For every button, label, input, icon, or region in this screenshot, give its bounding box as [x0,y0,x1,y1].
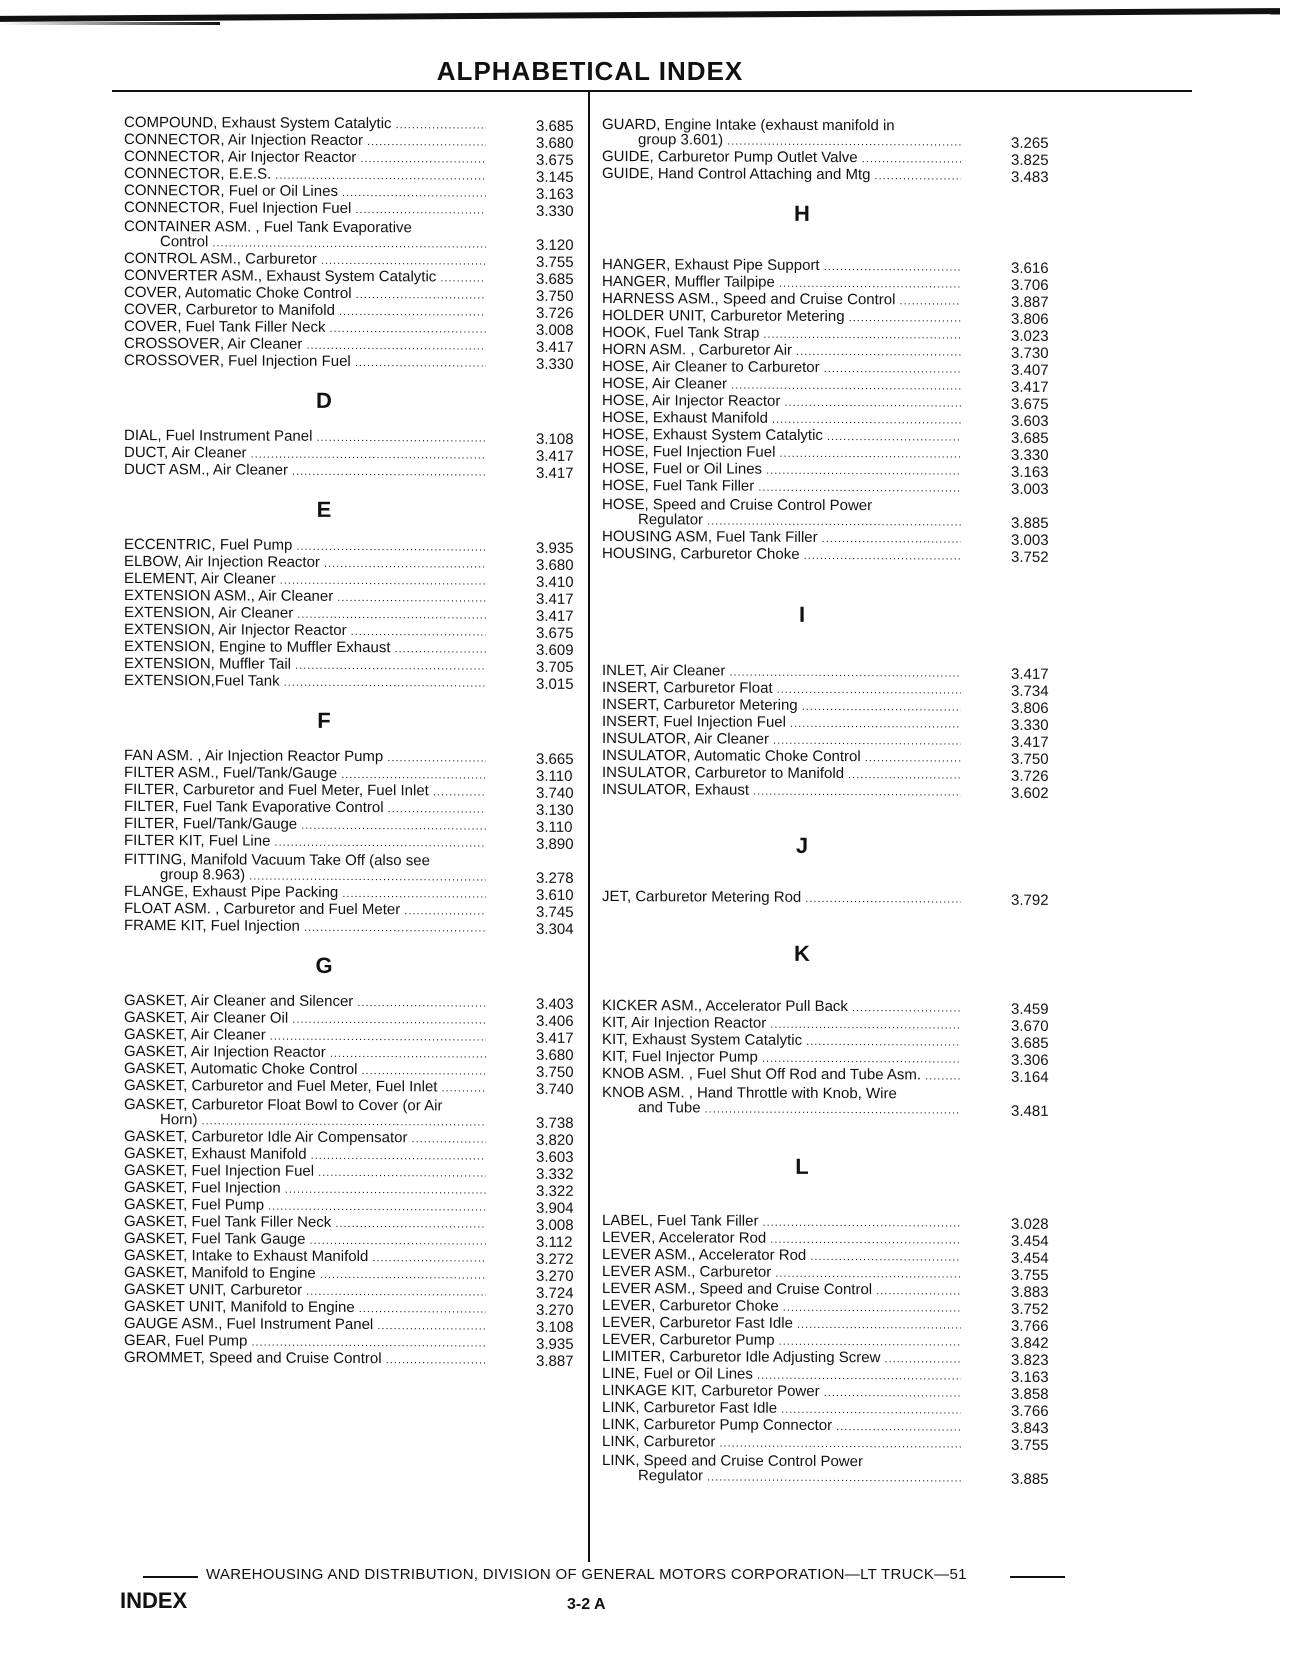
index-entry [602,1469,1059,1488]
entry-number: 3.935 [536,539,574,557]
entry-text: HOSE, Exhaust Manifold ..... [602,409,961,430]
footer-page-number: 3-2 A [567,1596,606,1613]
entry-text: FILTER KIT, Fuel Line ..... [124,832,486,853]
entry-text: LINK, Carburetor Fast Idle ..... [602,1399,961,1420]
entry-number: 3.858 [1011,1385,1049,1403]
entry-number: 3.935 [536,1335,574,1353]
entry-text: COMPOUND, Exhaust System Catalytic ..... [124,114,486,135]
entry-text: HOSE, Air Injector Reactor ..... [602,392,961,413]
entry-number: 3.883 [1011,1283,1049,1301]
entry-number: 3.820 [536,1131,574,1149]
section-g [124,991,584,1370]
entry-text: CONNECTOR, Fuel Injection Fuel ..... [124,199,486,220]
section-k [602,999,1059,1120]
entry-number: 3.332 [536,1165,574,1183]
footer-rule-left [143,1576,198,1578]
entry-number: 3.670 [1011,1017,1049,1035]
entry-number: 3.685 [1011,429,1049,447]
footer-rule-right [1010,1576,1065,1578]
entry-number: 3.755 [1011,1266,1049,1284]
entry-number: 3.163 [1011,463,1049,481]
entry-text: CONNECTOR, Fuel or Oil Lines ..... [124,182,486,203]
entry-text: KIT, Fuel Injector Pump ..... [602,1048,961,1069]
entry-text: LINKAGE KIT, Carburetor Power ..... [602,1382,961,1403]
entry-text: CONNECTOR, E.E.S. ..... [124,165,486,186]
top-rule [0,8,1280,22]
entry-number: 3.454 [1011,1249,1049,1267]
entry-text: HORN ASM. , Carburetor Air ..... [602,341,961,362]
entry-number: 3.680 [536,134,574,152]
entry-number: 3.023 [1011,327,1049,345]
entry-text: KNOB ASM. , Hand Throttle with Knob, Wire [602,1084,897,1103]
entry-number: 3.265 [1011,134,1049,152]
top-rule-taper [0,22,220,25]
entry-text: Control ..... [124,233,486,254]
entry-number: 3.410 [536,573,574,591]
entry-number: 3.843 [1011,1419,1049,1437]
entry-number: 3.417 [1011,733,1049,751]
entry-text: FILTER, Fuel Tank Evaporative Control ..... [124,798,486,819]
entry-text: GASKET, Fuel Injection Fuel ..... [124,1162,486,1183]
entry-text: HOUSING, Carburetor Choke ..... [602,545,961,566]
entry-text: ECCENTRIC, Fuel Pump ..... [124,536,486,557]
entry-text: GASKET, Manifold to Engine ..... [124,1264,486,1285]
entry-text: HOSE, Fuel Tank Filler ..... [602,477,961,498]
entry-number: 3.163 [1011,1368,1049,1386]
entry-text: GASKET, Fuel Pump ..... [124,1196,486,1217]
entry-text: EXTENSION,Fuel Tank ..... [124,672,486,693]
entry-text: Regulator ..... [602,511,961,532]
entry-number: 3.609 [536,641,574,659]
entry-number: 3.842 [1011,1334,1049,1352]
entry-text: CONNECTOR, Air Injection Reactor ..... [124,131,486,152]
entry-text: CONVERTER ASM., Exhaust System Catalytic ..... [124,267,486,288]
entry-text: GASKET, Air Injection Reactor ..... [124,1043,486,1064]
entry-text: KIT, Air Injection Reactor ..... [602,1014,961,1035]
entry-text: COVER, Carburetor to Manifold ..... [124,301,486,322]
entry-text: FLANGE, Exhaust Pipe Packing ..... [124,883,486,904]
entry-number: 3.270 [536,1301,574,1319]
entry-number: 3.481 [1011,1102,1049,1120]
entry-text: KICKER ASM., Accelerator Pull Back ..... [602,997,961,1018]
index-entry [602,547,1059,566]
entry-text: INSULATOR, Carburetor to Manifold ..... [602,764,961,785]
entry-number: 3.322 [536,1182,574,1200]
index-entry [602,783,1059,802]
entry-number: 3.407 [1011,361,1049,379]
entry-text: FILTER, Carburetor and Fuel Meter, Fuel Inlet ..... [124,781,486,802]
index-entry [602,167,1059,186]
entry-text: FILTER, Fuel/Tank/Gauge ..... [124,815,486,836]
entry-number: 3.890 [536,835,574,853]
entry-text: GASKET UNIT, Manifold to Engine ..... [124,1298,486,1319]
entry-text: EXTENSION ASM., Air Cleaner ..... [124,587,486,608]
entry-text: LEVER, Accelerator Rod ..... [602,1229,961,1250]
index-entry [124,916,584,938]
index-entry [124,1076,584,1098]
entry-number: 3.403 [536,995,574,1013]
entry-number: 3.730 [1011,344,1049,362]
title-rule [112,90,1192,92]
entry-text: GASKET, Fuel Tank Filler Neck ..... [124,1213,486,1234]
entry-text: and Tube ..... [602,1099,961,1120]
entry-text: GASKET, Fuel Tank Gauge ..... [124,1230,486,1251]
entry-number: 3.680 [536,1046,574,1064]
entry-text: group 3.601) ..... [602,131,961,152]
entry-number: 3.904 [536,1199,574,1217]
section-letter: G [315,952,333,978]
footer-section: INDEX [120,1588,188,1613]
entry-number: 3.685 [536,270,574,288]
entry-number: 3.003 [1011,480,1049,498]
entry-number: 3.750 [1011,750,1049,768]
entry-number: 3.108 [536,430,574,448]
index-entry [124,460,584,482]
section-g-continued [602,116,1059,186]
entry-text: LEVER, Carburetor Pump ..... [602,1331,961,1352]
section-letter: D [316,387,332,413]
entry-text: KNOB ASM. , Fuel Shut Off Rod and Tube Asm. ..... [602,1065,961,1086]
entry-text: INSERT, Carburetor Float ..... [602,679,961,700]
entry-number: 3.270 [536,1267,574,1285]
entry-text: FILTER ASM., Fuel/Tank/Gauge ..... [124,764,486,785]
entry-number: 3.454 [1011,1232,1049,1250]
entry-text: GUARD, Engine Intake (exhaust manifold in [602,116,895,135]
section-l [602,1214,1059,1488]
entry-number: 3.887 [1011,293,1049,311]
entry-text: LIMITER, Carburetor Idle Adjusting Screw ..... [602,1348,961,1369]
entry-text: LINK, Carburetor Pump Connector ..... [602,1416,961,1437]
entry-number: 3.665 [536,750,574,768]
entry-text: HOUSING ASM, Fuel Tank Filler ..... [602,528,961,549]
entry-text: INSULATOR, Air Cleaner ..... [602,730,961,751]
entry-text: GROMMET, Speed and Cruise Control ..... [124,1349,486,1370]
entry-text: LINK, Speed and Cruise Control Power [602,1452,863,1471]
entry-number: 3.675 [1011,395,1049,413]
entry-number: 3.417 [536,590,574,608]
entry-text: LINK, Carburetor ..... [602,1433,961,1454]
entry-text: CROSSOVER, Air Cleaner ..... [124,335,486,356]
entry-number: 3.766 [1011,1317,1049,1335]
entry-text: INSULATOR, Automatic Choke Control ..... [602,747,961,768]
entry-number: 3.750 [536,287,574,305]
right-column [602,116,1059,1488]
entry-number: 3.680 [536,556,574,574]
entry-text: EXTENSION, Air Cleaner ..... [124,604,486,625]
entry-number: 3.885 [1011,514,1049,532]
entry-number: 3.675 [536,624,574,642]
entry-text: ELEMENT, Air Cleaner ..... [124,570,486,591]
entry-text: HOSE, Speed and Cruise Control Power [602,496,873,515]
entry-text: HOLDER UNIT, Carburetor Metering ..... [602,307,961,328]
entry-text: GASKET, Intake to Exhaust Manifold ..... [124,1247,486,1268]
entry-number: 3.740 [536,784,574,802]
entry-number: 3.110 [536,818,573,836]
section-f [124,746,584,938]
entry-number: 3.610 [536,886,574,904]
entry-number: 3.008 [536,321,574,339]
entry-text: JET, Carburetor Metering Rod ..... [602,888,961,909]
entry-text: GASKET, Automatic Choke Control ..... [124,1060,486,1081]
entry-text: GASKET, Air Cleaner and Silencer ..... [124,992,486,1013]
entry-text: GASKET, Carburetor Float Bowl to Cover (or Air [124,1095,443,1115]
entry-text: GASKET, Air Cleaner ..... [124,1026,486,1047]
page-title: ALPHABETICAL INDEX [436,56,744,86]
entry-text: LEVER ASM., Accelerator Rod ..... [602,1246,961,1267]
entry-number: 3.003 [1011,531,1049,549]
entry-number: 3.887 [536,1352,574,1370]
entry-number: 3.406 [536,1012,574,1030]
entry-number: 3.603 [536,1148,574,1166]
entry-text: GEAR, Fuel Pump ..... [124,1332,486,1353]
entry-text: HANGER, Muffler Tailpipe ..... [602,273,961,294]
entry-text: INLET, Air Cleaner ..... [602,662,961,683]
entry-text: INSULATOR, Exhaust ..... [602,781,961,802]
entry-number: 3.278 [536,869,574,887]
entry-number: 3.745 [536,903,574,921]
entry-number: 3.675 [536,151,574,169]
entry-number: 3.330 [1011,716,1049,734]
entry-number: 3.755 [536,253,574,271]
entry-text: HOOK, Fuel Tank Strap ..... [602,324,961,345]
entry-number: 3.752 [1011,1300,1049,1318]
entry-number: 3.825 [1011,151,1049,169]
entry-number: 3.603 [1011,412,1049,430]
entry-number: 3.417 [536,447,574,465]
entry-text: INSERT, Fuel Injection Fuel ..... [602,713,961,734]
index-entry [602,1435,1059,1454]
entry-number: 3.706 [1011,276,1049,294]
left-column [124,113,584,1370]
entry-number: 3.417 [536,607,574,625]
entry-text: HARNESS ASM., Speed and Cruise Control ..... [602,290,961,311]
section-i [602,664,1059,802]
entry-text: LEVER, Carburetor Choke ..... [602,1297,961,1318]
entry-number: 3.685 [536,117,574,135]
section-letter: F [317,707,331,733]
entry-text: DUCT ASM., Air Cleaner ..... [124,461,486,482]
entry-number: 3.008 [536,1216,574,1234]
entry-number: 3.417 [1011,665,1049,683]
entry-number: 3.806 [1011,699,1049,717]
entry-text: HOSE, Fuel or Oil Lines ..... [602,460,961,481]
entry-number: 3.330 [536,202,574,220]
entry-number: 3.028 [1011,1215,1049,1233]
entry-text: CONTROL ASM., Carburetor ..... [124,250,486,271]
entry-number: 3.304 [536,920,574,938]
entry-number: 3.823 [1011,1351,1049,1369]
entry-number: 3.734 [1011,682,1049,700]
entry-text: INSERT, Carburetor Metering ..... [602,696,961,717]
entry-number: 3.015 [536,675,574,693]
entry-text: CONTAINER ASM. , Fuel Tank Evaporative [124,217,412,237]
section-letter: I [798,601,806,627]
section-letter: J [795,832,809,858]
entry-text: FITTING, Manifold Vacuum Take Off (also see [124,850,430,870]
section-d [124,426,584,482]
section-letter: H [794,200,810,226]
entry-text: GASKET, Exhaust Manifold ..... [124,1145,486,1166]
entry-text: FRAME KIT, Fuel Injection ..... [124,917,486,938]
entry-number: 3.272 [536,1250,574,1268]
entry-text: HANGER, Exhaust Pipe Support ..... [602,256,961,277]
index-entry [602,1067,1059,1086]
entry-number: 3.130 [536,801,574,819]
entry-text: GASKET, Carburetor Idle Air Compensator ..... [124,1128,486,1149]
entry-number: 3.705 [536,658,574,676]
entry-text: HOSE, Air Cleaner to Carburetor ..... [602,358,961,379]
entry-text: EXTENSION, Air Injector Reactor ..... [124,621,486,642]
index-entry [124,351,584,373]
entry-number: 3.145 [536,168,574,186]
entry-number: 3.417 [536,464,574,482]
entry-number: 3.330 [1011,446,1049,464]
entry-text: CONNECTOR, Air Injector Reactor ..... [124,148,486,169]
entry-text: LEVER ASM., Carburetor ..... [602,1263,961,1284]
index-entry [124,671,584,693]
entry-number: 3.738 [536,1114,574,1132]
entry-number: 3.755 [1011,1436,1049,1454]
entry-number: 3.330 [536,355,574,373]
entry-number: 3.417 [536,1029,574,1047]
entry-number: 3.417 [536,338,574,356]
index-entry [124,1348,584,1370]
entry-text: LINE, Fuel or Oil Lines ..... [602,1365,961,1386]
column-divider [588,92,590,1562]
entry-text: GASKET, Carburetor and Fuel Meter, Fuel Inlet ..... [124,1077,486,1098]
entry-number: 3.806 [1011,310,1049,328]
index-entry [602,1101,1059,1120]
entry-text: HOSE, Air Cleaner ..... [602,375,961,396]
entry-text: COVER, Automatic Choke Control ..... [124,284,486,305]
entry-text: group 8.963) ..... [124,866,486,887]
entry-text: GAUGE ASM., Fuel Instrument Panel ..... [124,1315,486,1336]
entry-text: ELBOW, Air Injection Reactor ..... [124,553,486,574]
entry-text: LABEL, Fuel Tank Filler ..... [602,1212,961,1233]
entry-number: 3.766 [1011,1402,1049,1420]
index-entry [602,479,1059,498]
entry-text: LEVER, Carburetor Fast Idle ..... [602,1314,961,1335]
entry-text: HOSE, Fuel Injection Fuel ..... [602,443,961,464]
entry-number: 3.752 [1011,548,1049,566]
section-c [124,113,584,373]
index-entry [602,890,1059,909]
entry-number: 3.616 [1011,259,1049,277]
section-letter: L [795,1153,809,1179]
section-j [602,890,1059,909]
footer-line: WAREHOUSING AND DISTRIBUTION, DIVISION OF GENERAL MOTORS CORPORATION—LT TRUCK—51 [206,1566,967,1583]
section-e [124,535,584,693]
entry-number: 3.120 [536,236,574,254]
entry-number: 3.602 [1011,784,1049,802]
entry-text: GUIDE, Carburetor Pump Outlet Valve ..... [602,148,961,169]
entry-number: 3.164 [1011,1068,1049,1086]
entry-text: GASKET, Fuel Injection ..... [124,1179,486,1200]
entry-number: 3.483 [1011,168,1049,186]
entry-text: FAN ASM. , Air Injection Reactor Pump ..... [124,747,486,768]
entry-text: CROSSOVER, Fuel Injection Fuel ..... [124,352,486,373]
entry-text: HOSE, Exhaust System Catalytic ..... [602,426,961,447]
entry-number: 3.112 [536,1233,573,1251]
index-entry [124,198,584,220]
entry-number: 3.459 [1011,1000,1049,1018]
entry-number: 3.724 [536,1284,574,1302]
entry-number: 3.108 [536,1318,574,1336]
entry-number: 3.306 [1011,1051,1049,1069]
entry-text: EXTENSION, Muffler Tail ..... [124,655,486,676]
entry-number: 3.740 [536,1080,574,1098]
entry-number: 3.685 [1011,1034,1049,1052]
entry-number: 3.110 [536,767,573,785]
entry-number: 3.417 [1011,378,1049,396]
entry-text: FLOAT ASM. , Carburetor and Fuel Meter ..... [124,900,486,921]
section-letter: K [794,940,810,966]
entry-text: GASKET, Air Cleaner Oil ..... [124,1009,486,1030]
entry-text: KIT, Exhaust System Catalytic ..... [602,1031,961,1052]
entry-text: DIAL, Fuel Instrument Panel ..... [124,427,486,448]
entry-number: 3.885 [1011,1470,1049,1488]
entry-text: EXTENSION, Engine to Muffler Exhaust ..... [124,638,486,659]
entry-text: COVER, Fuel Tank Filler Neck ..... [124,318,486,339]
section-letter: E [316,496,332,522]
entry-number: 3.163 [536,185,574,203]
entry-text: GASKET UNIT, Carburetor ..... [124,1281,486,1302]
entry-number: 3.726 [536,304,574,322]
entry-number: 3.726 [1011,767,1049,785]
entry-text: Horn) ..... [124,1111,486,1132]
index-entry [124,831,584,853]
section-h [602,258,1059,566]
entry-number: 3.792 [1011,891,1049,909]
entry-number: 3.750 [536,1063,574,1081]
entry-text: Regulator ..... [602,1467,961,1488]
entry-text: LEVER ASM., Speed and Cruise Control ..... [602,1280,961,1301]
entry-text: GUIDE, Hand Control Attaching and Mtg ..... [602,165,961,186]
entry-text: DUCT, Air Cleaner ..... [124,444,486,465]
